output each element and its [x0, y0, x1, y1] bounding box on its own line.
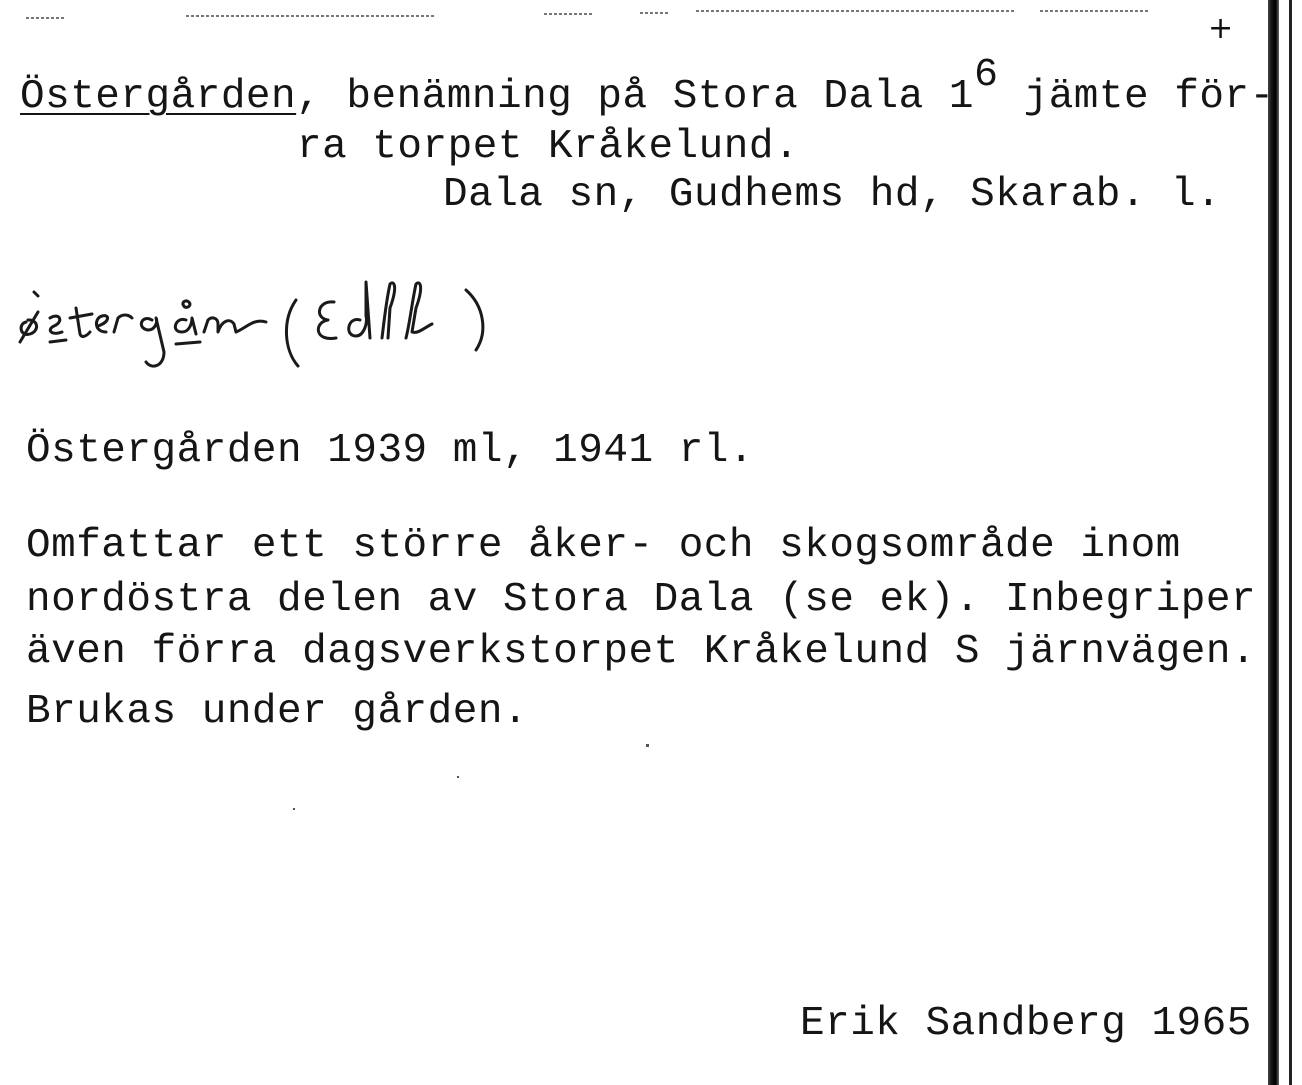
definition-line-2: ra torpet Kråkelund. — [297, 124, 800, 170]
location-line: Dala sn, Gudhems hd, Skarab. l. — [443, 172, 1222, 218]
plus-mark-icon: + — [1208, 11, 1234, 46]
scan-mark — [544, 13, 594, 15]
card-edge-shadow — [1268, 0, 1279, 1085]
records-line: Östergården 1939 ml, 1941 rl. — [26, 428, 755, 474]
definition-text-end: jämte för- — [998, 74, 1275, 120]
description-line-2: nordöstra delen av Stora Dala (se ek). Inbegriper — [26, 577, 1257, 623]
scan-mark — [26, 17, 66, 19]
scan-mark — [186, 15, 436, 17]
scan-mark — [1040, 10, 1150, 12]
headword: Östergården — [20, 74, 297, 120]
scan-dot — [293, 808, 295, 810]
card-edge-line — [1289, 0, 1292, 1085]
signature: Erik Sandberg 1965 — [800, 1001, 1252, 1047]
description-line-4: Brukas under gården. — [26, 689, 529, 735]
superscript-number: 6 — [973, 53, 999, 98]
scan-dot — [457, 776, 459, 778]
description-line-1: Omfattar ett större åker- och skogsområde inom — [26, 523, 1181, 569]
handwritten-form — [14, 262, 514, 377]
description-line-3: även förra dagsverkstorpet Kråkelund S järnvägen. — [26, 629, 1257, 675]
handwritten-form-text — [0, 0, 1, 1]
scan-dot — [646, 744, 649, 747]
entry-heading-line — [20, 53, 1275, 120]
scan-mark — [696, 10, 1016, 12]
scan-mark — [640, 12, 670, 14]
definition-text: , benämning på Stora Dala 1 — [296, 74, 974, 120]
